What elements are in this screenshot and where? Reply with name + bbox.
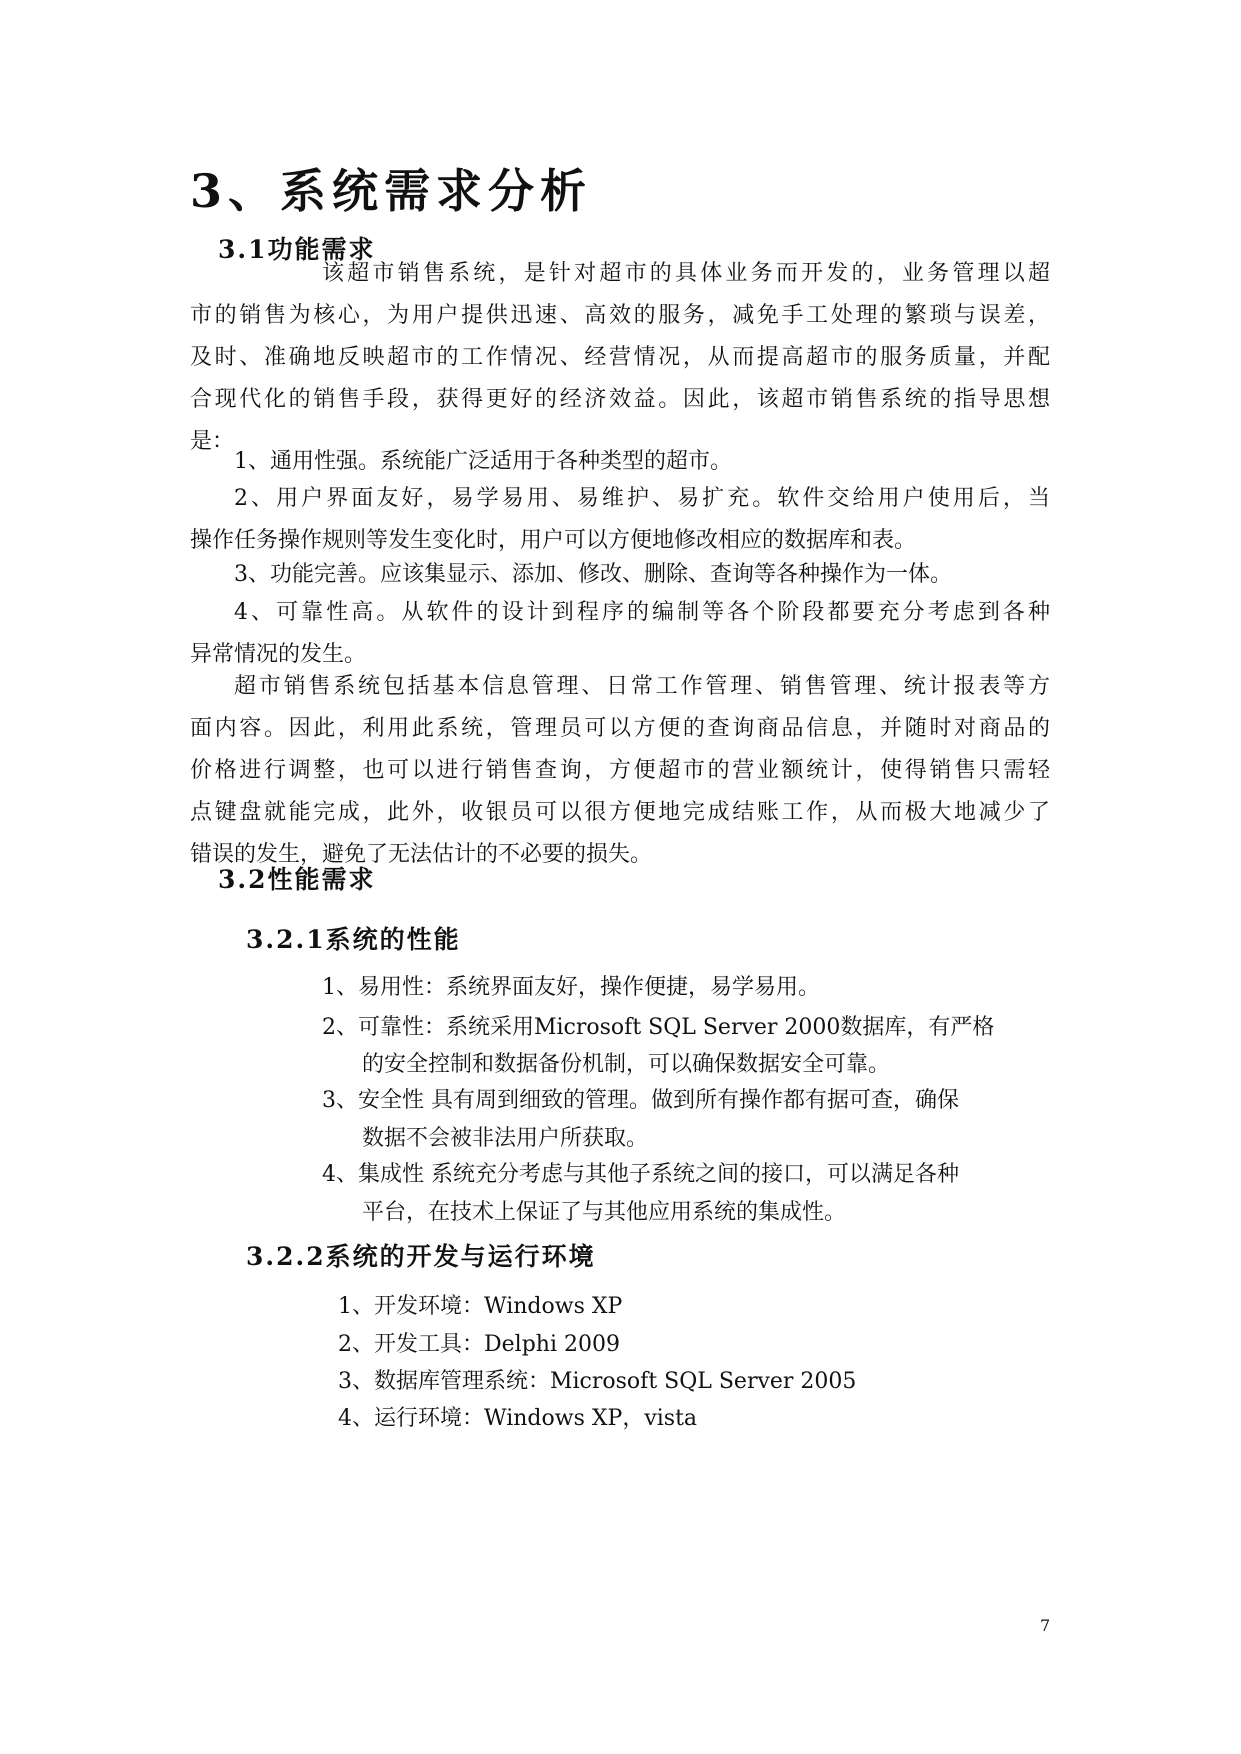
point-4: [190, 592, 1050, 676]
performance-item-4-cont: 平台，在技术上保证了与其他应用系统的集成性。: [362, 1200, 847, 1225]
paragraph-line: 合现代化的销售手段，获得更好的经济效益。因此，该超市销售系统的指导思想: [190, 387, 1050, 412]
performance-item-1: 1、易用性：系统界面友好，操作便捷，易学易用。: [322, 975, 820, 1000]
performance-item-4: 4、集成性 系统充分考虑与其他子系统之间的接口，可以满足各种: [322, 1162, 959, 1187]
paragraph-line: 错误的发生，避免了无法估计的不必要的损失。: [190, 842, 653, 867]
section-heading-3-1: 3.1功能需求: [218, 235, 376, 264]
paragraph-line: 3、功能完善。应该集显示、添加、修改、删除、查询等各种操作为一体。: [234, 562, 952, 587]
environment-item-2: 2、开发工具：Delphi 2009: [338, 1332, 620, 1357]
environment-item-3: 3、数据库管理系统：Microsoft SQL Server 2005: [338, 1369, 857, 1394]
paragraph-line: 1、通用性强。系统能广泛适用于各种类型的超市。: [234, 449, 732, 474]
chapter-heading: 3、系统需求分析: [190, 164, 593, 218]
paragraph-line: 超市销售系统包括基本信息管理、日常工作管理、销售管理、统计报表等方: [234, 674, 1050, 699]
paragraph-line: 4、可靠性高。从软件的设计到程序的编制等各个阶段都要充分考虑到各种: [234, 600, 1050, 625]
performance-item-3: 3、安全性 具有周到细致的管理。做到所有操作都有据可查，确保: [322, 1088, 959, 1113]
performance-item-3-cont: 数据不会被非法用户所获取。: [362, 1126, 649, 1151]
environment-item-1: 1、开发环境：Windows XP: [338, 1294, 623, 1319]
subsection-heading-3-2-2: 3.2.2系统的开发与运行环境: [246, 1242, 596, 1271]
point-1: [190, 441, 1050, 483]
paragraph-line: 价格进行调整，也可以进行销售查询，方便超市的营业额统计，使得销售只需轻: [190, 758, 1050, 783]
subsection-heading-3-2-1: 3.2.1系统的性能: [246, 925, 461, 954]
paragraph-line: 该超市销售系统，是针对超市的具体业务而开发的，业务管理以超: [322, 261, 1050, 286]
intro-paragraph: [190, 253, 1050, 463]
section-heading-3-2: 3.2性能需求: [218, 865, 376, 894]
paragraph-line: 异常情况的发生。: [190, 642, 367, 667]
paragraph-line: 面内容。因此，利用此系统，管理员可以方便的查询商品信息，并随时对商品的: [190, 716, 1050, 741]
paragraph-line: 操作任务操作规则等发生变化时，用户可以方便地修改相应的数据库和表。: [190, 528, 917, 553]
summary-paragraph: [190, 666, 1050, 876]
page-number: 7: [1040, 1616, 1051, 1635]
paragraph-line: 点键盘就能完成，此外，收银员可以很方便地完成结账工作，从而极大地减少了: [190, 800, 1050, 825]
paragraph-line: 市的销售为核心，为用户提供迅速、高效的服务，减免手工处理的繁琐与误差，: [190, 303, 1050, 328]
point-2: [190, 478, 1050, 562]
paragraph-line: 2、用户界面友好，易学易用、易维护、易扩充。软件交给用户使用后，当: [234, 486, 1050, 511]
performance-item-2: 2、可靠性：系统采用Microsoft SQL Server 2000数据库，有严格: [322, 1015, 995, 1040]
point-3: [190, 554, 1050, 596]
environment-item-4: 4、运行环境：Windows XP，vista: [338, 1406, 698, 1431]
performance-item-2-cont: 的安全控制和数据备份机制，可以确保数据安全可靠。: [362, 1052, 891, 1077]
paragraph-line: 是：: [190, 429, 235, 454]
paragraph-line: 及时、准确地反映超市的工作情况、经营情况，从而提高超市的服务质量，并配: [190, 345, 1050, 370]
